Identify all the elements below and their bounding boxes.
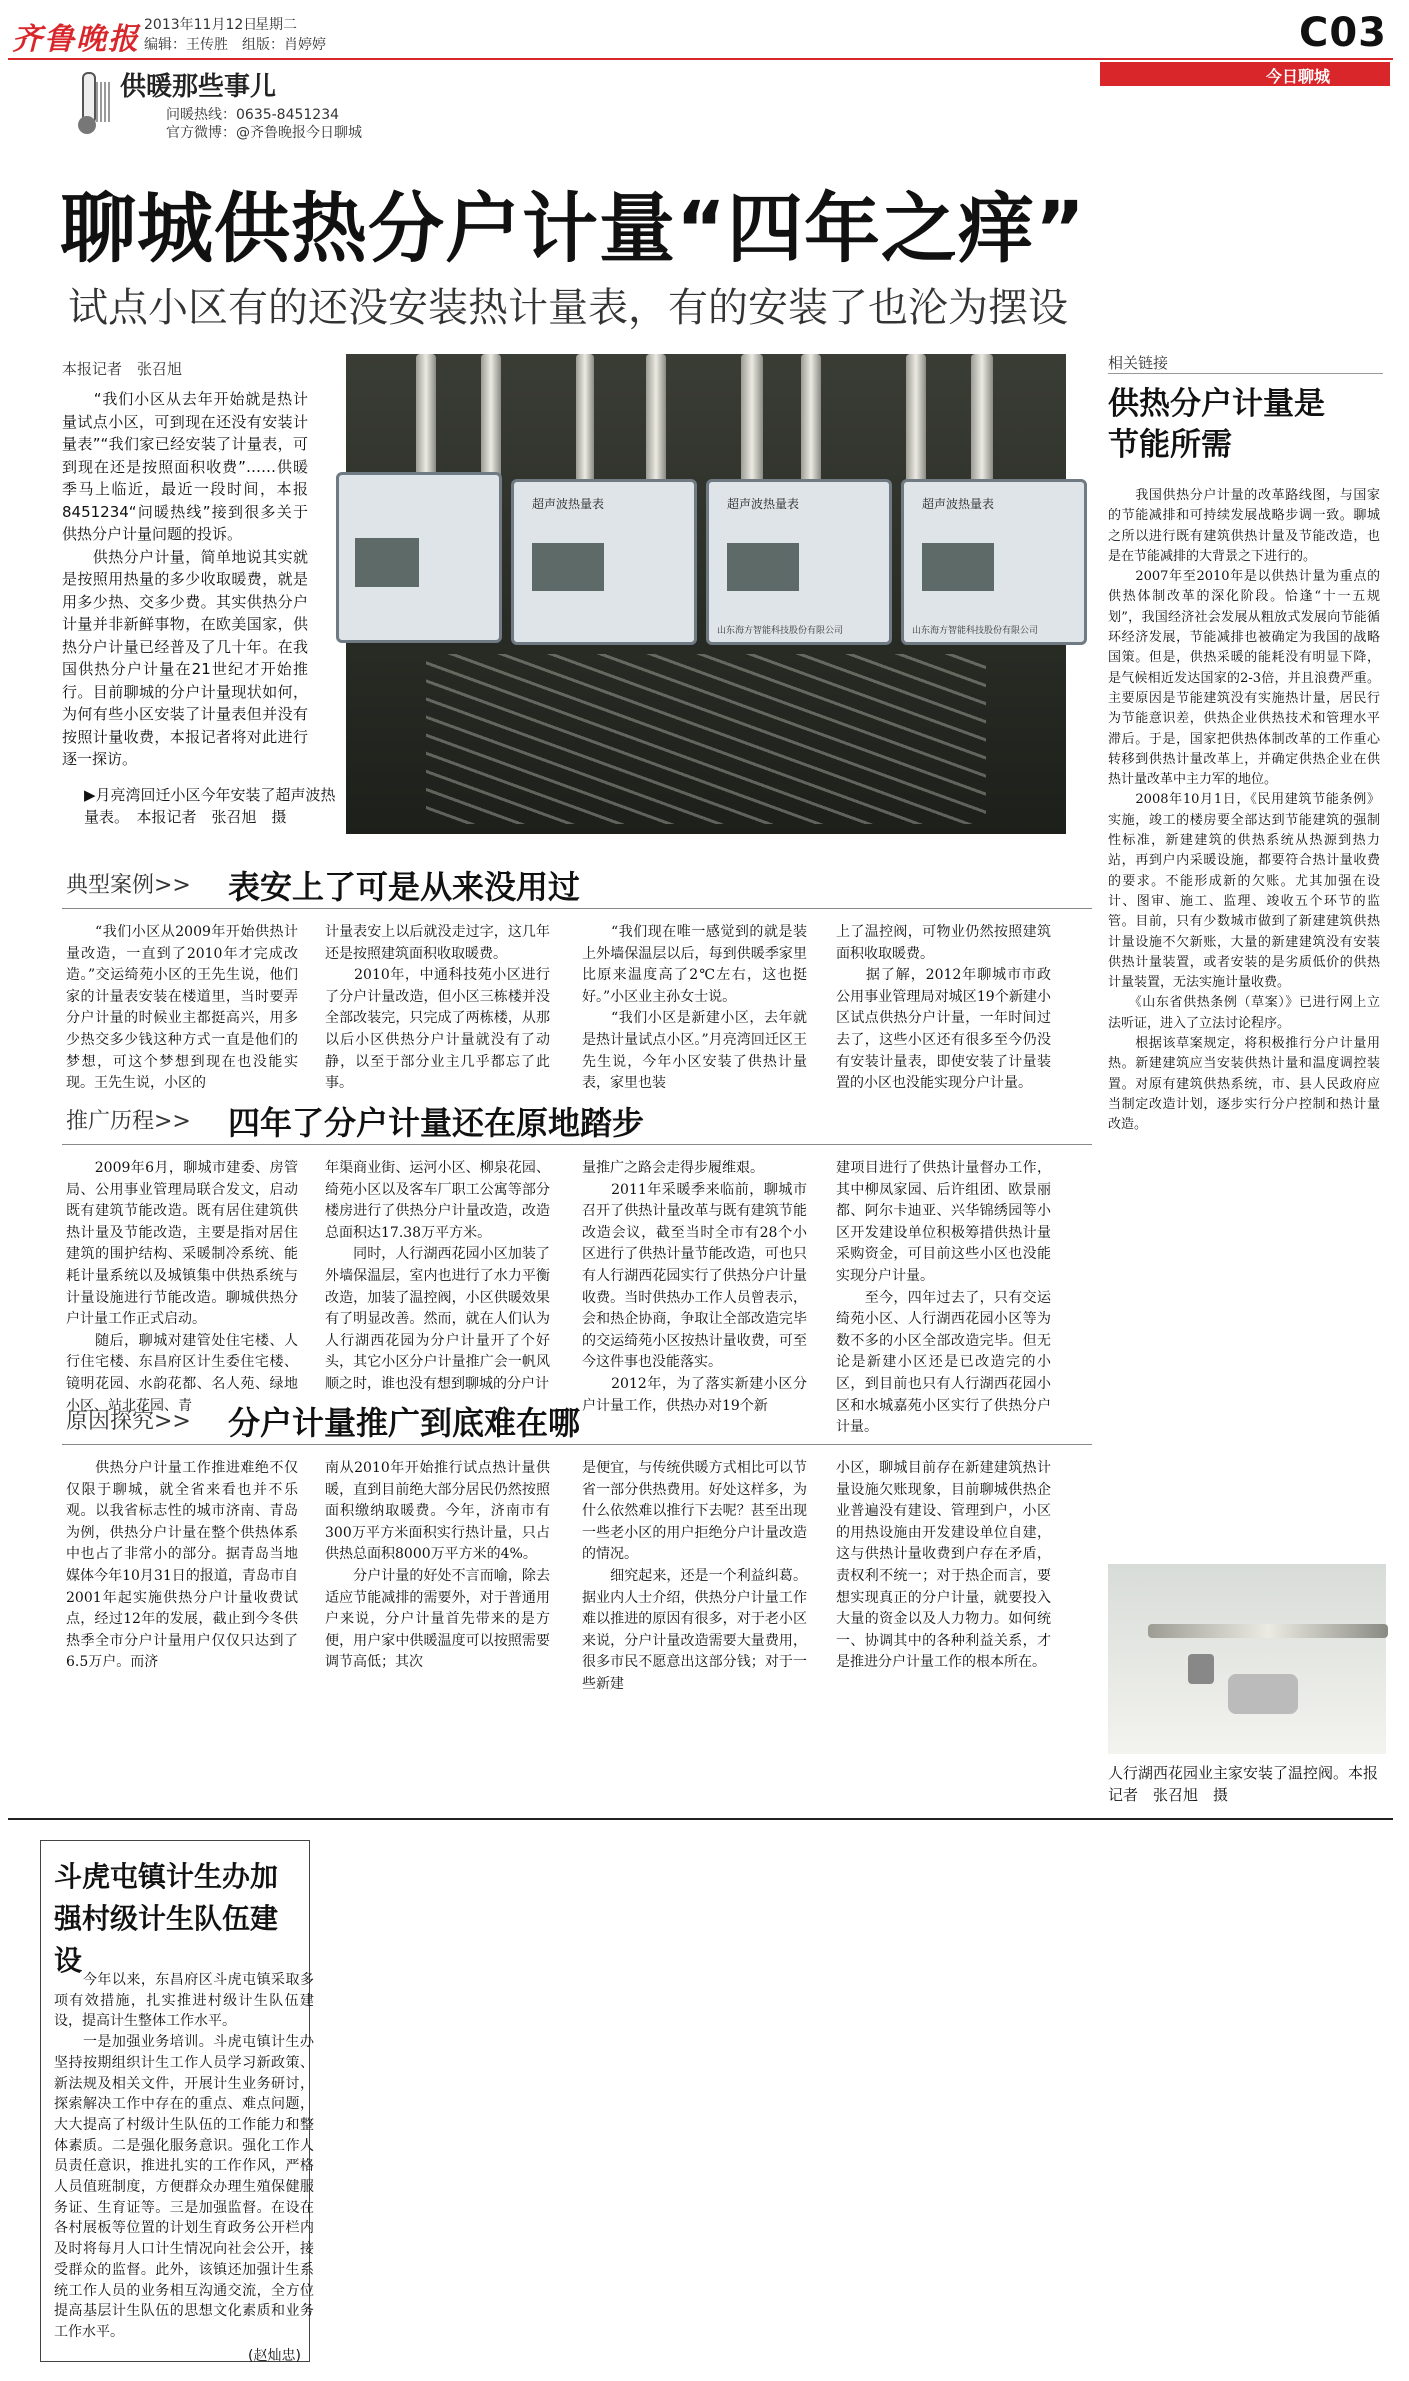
section-label: 推广历程>>	[66, 1109, 191, 1134]
section-column: 年渠商业街、运河小区、柳泉花园、绮苑小区以及客车厂职工公寓等部分楼房进行了供热分户计量改造，改造总面积达17.38万平方米。 同时，人行湖西花园小区加装了外墙保温层，室内也进行了水力平衡改造，加装了温控阀，小区供暖效果有了明显改善。然而，就在人们认为人行湖西花园为分户计量开了个好头，其它小区分户计量推广会一帆风顺之时，谁也没有想到聊城的分户计	[325, 1160, 550, 1392]
section-column: 计量表安上以后就没走过字，这几年还是按照建筑面积收取暖费。 2010年，中通科技苑小区进行了分户计量改造，但小区三栋楼并没全部改装完，只完成了两栋楼，从那以后小区供热分户计量就没有了动静，以至于部分业主几乎都忘了此事。	[325, 924, 550, 1092]
column-hotline: 问暖热线：0635-8451234	[166, 107, 340, 123]
section-rule	[62, 1144, 1092, 1145]
section-title: 四年了分户计量还在原地踏步	[228, 1104, 645, 1142]
masthead-rule	[8, 58, 1393, 60]
sidebar-text: 我国供热分户计量的改革路线图，与国家的节能减排和可持续发展战略步调一致。聊城之所以进行既有建筑供热计量及节能改造，也是在节能减排的大背景之下进行的。 2007年至2010年是以供热计量为重点的供热体制改革的深化阶段。恰逢“十一五规划”，我国经济社会发展从粗放式发展向节能循环经济发展，节能减排也被确定为我国的战略国策。但是，供热采暖的能耗没有明显下降，是气候相近发达国家的2-3倍，并且浪费严重。主要原因是节能建筑没有实施热计量，居民行为节能意识差，供热企业供热技术和管理水平滞后。于是，国家把供热体制改革的工作重心转移到供热计量改革上，并确定供热企业在供热计量改革中主力军的地位。 2008年10月1日，《民用建筑节能条例》实施，竣工的楼房要全部达到节能建筑的强制性标准，新建建筑的供热系统从热源到热力站，再到户内采暖设施，都要符合热计量收费的要求。不能形成新的欠账。尤其加强在设计、图审、施工、监理、竣收五个环节的监管。目前，只有少数城市做到了新建建筑供热计量设施不欠新账，大量的新建建筑没有安装供热计量装置，或者安装的是劣质低价的供热计量装置，无法实施计量收费。 《山东省供热条例（草案）》已进行网上立法听证，进入了立法讨论程序。 根据该草案规定，将积极推行分户计量用热。新建建筑应当安装供热计量和温度调控装置。对原有建筑供热系统，市、县人民政府应当制定改造计划，逐步实行分户控制和热计量改造。	[1108, 488, 1380, 1133]
section-banner-text: 今日聊城	[1265, 67, 1330, 86]
sidebar-photo	[1108, 1564, 1386, 1754]
section-column: 是便宜，与传统供暖方式相比可以节省一部分供热费用。好处这样多，为什么依然难以推行下去呢？甚至出现一些老小区的用户拒绝分户计量改造的情况。 细究起来，还是一个利益纠葛。据业内人士介绍，供热分户计量工作难以推进的原因有很多，对于老小区来说，分户计量改造需要大量费用，很多市民不愿意出这部分钱；对于一些新建	[582, 1460, 807, 1692]
second-article-title: 斗虎屯镇计生办加强村级计生队伍建设	[54, 1860, 279, 1977]
section-banner	[1100, 62, 1390, 86]
section-column: 供热分户计量工作推进难绝不仅仅限于聊城，就全省来看也并不乐观。以我省标志性的城市济南、青岛为例，供热分户计量在整个供热体系中也占了非常小的部分。据青岛当地媒体今年10月31日的报道，青岛市自2001年起实施供热分户计量收费试点，经过12年的发展，截止到今冬供热季全市分户计量用户仅仅只达到了6.5万户。而济	[66, 1460, 298, 1671]
heat-meter	[336, 472, 502, 643]
section-rule	[62, 1444, 1092, 1445]
sidebar-photo-caption: 人行湖西花园业主家安装了温控阀。本报记者 张召旭 摄	[1108, 1764, 1379, 1804]
intro-text: “我们小区从去年开始就是热计量试点小区，可到现在还没有安装计量表”“我们家已经安装了计量表，可到现在还是按照面积收费”……供暖季马上临近，最近一段时间，本报8451234“问暖热线”接到很多关于供热分户计量问题的投诉。 供热分户计量，简单地说其实就是按照用热量的多少收取暖费，就是用多少热、交多少费。其实供热分户计量并非新鲜事物，在欧美国家，供热分户计量已经普及了几十年。在我国供热分户计量在21世纪才开始推行。目前聊城的分户计量现状如何，为何有些小区安装了计量表但并没有按照计量收费，本报记者将对此进行逐一探访。	[62, 390, 308, 768]
section-label: 原因探究>>	[66, 1409, 191, 1434]
section-title: 表安上了可是从来没用过	[228, 868, 581, 906]
section-column: 小区，聊城目前存在新建建筑热计量设施欠账现象，目前聊城供热企业普遍没有建设、管理到户，小区的用热设施由开发建设单位自建，这与供热计量收费到户存在矛盾，责权利不统一；对于热企而言，要想实现真正的分户计量，就要投入大量的资金以及人力物力。如何统一、协调其中的各种利益关系，才是推进分户计量工作的根本所在。	[836, 1460, 1051, 1671]
issue-date: 2013年11月12日	[144, 17, 258, 33]
thermometer-icon	[66, 72, 110, 134]
column-title: 供暖那些事儿	[120, 72, 277, 102]
section-title: 分户计量推广到底难在哪	[228, 1404, 581, 1442]
section-column: 量推广之路会走得步履维艰。 2011年采暖季来临前，聊城市召开了供热计量改革与既有建筑节能改造会议，截至当时全市有28个小区进行了供热计量节能改造，可也只有人行湖西花园实行了供热分户计量收费。当时供热办工作人员曾表示，会和热企协商，争取让全部改造完毕的交运绮苑小区按热计量收费，可至今这件事也没能落实。 2012年，为了落实新建小区分户计量工作，供热办对19个新	[582, 1160, 807, 1414]
section-rule	[62, 908, 1092, 909]
second-article-author: (赵灿忠)	[248, 2348, 301, 2364]
main-photo	[346, 354, 1066, 834]
heat-meter: 超声波热量表 山东海方智能科技股份有限公司	[706, 479, 892, 645]
main-photo-caption: ▶月亮湾回迁小区今年安装了超声波热量表。 本报记者 张召旭 摄	[84, 784, 344, 828]
section-column: “我们小区从2009年开始供热计量改造，一直到了2010年才完成改造。”交运绮苑小区的王先生说，他们家的计量表安装在楼道里，当时要弄分户计量的时候业主都挺高兴，用多少热交多少钱这种方式一直是他们的梦想，可这个梦想到现在也没能实现。王先生说，小区的	[66, 924, 298, 1092]
section-column: “我们现在唯一感觉到的就是装上外墙保温层以后，每到供暖季家里比原来温度高了2℃左右，这也挺好。”小区业主孙女士说。 “我们小区是新建小区，去年就是热计量试点小区。”月亮湾回迁区王先生说，今年小区安装了供热计量表，家里也装	[582, 924, 807, 1092]
byline: 本报记者 张召旭	[62, 360, 183, 378]
section-column: 建项目进行了供热计量督办工作，其中柳凤家园、后许组团、欧景丽都、阿尔卡迪亚、兴华锦绣园等小区开发建设单位积极筹措供热计量采购资金，可目前这些小区也没能实现分户计量。 至今，四年过去了，只有交运绮苑小区、人行湖西花园小区等为数不多的小区全部改造完毕。但无论是新建小区还是已改造完的小区，到目前也只有人行湖西花园小区和水城嘉苑小区实行了供热分户计量。	[836, 1160, 1051, 1436]
issue-weekday: 星期二	[255, 17, 297, 33]
headline-sub: 试点小区有的还没安装热计量表，有的安装了也沦为摆设	[68, 285, 1068, 331]
section-label: 典型案例>>	[66, 873, 191, 898]
heat-meter: 超声波热量表 山东海方智能科技股份有限公司	[901, 479, 1087, 645]
section-column: 南从2010年开始推行试点热计量供暖，直到目前绝大部分居民仍然按照面积缴纳取暖费。今年，济南市有300万平方米面积实行热计量，只占供热总面积8000万平方米的4%。 分户计量的好处不言而喻，除去适应节能减排的需要外，对于普通用户来说，分户计量首先带来的是方便，用户家中供暖温度可以按照需要调节高低；其次	[325, 1460, 550, 1671]
column-weibo: 官方微博：@齐鲁晚报今日聊城	[166, 125, 362, 141]
sidebar-title: 供热分户计量是节能所需	[1108, 386, 1325, 463]
sidebar-tag: 相关链接	[1108, 352, 1383, 374]
section-column: 上了温控阀，可物业仍然按照建筑面积收取暖费。 据了解，2012年聊城市市政公用事业管理局对城区19个新建小区试点供热分户计量，一年时间过去了，这些小区还有很多至今仍没有安装计量表，即使安装了计量装置的小区也没能实现分户计量。	[836, 924, 1051, 1092]
editor-credits: 编辑：王传胜 组版：肖婷婷	[144, 37, 326, 53]
headline-main: 聊城供热分户计量“四年之痒”	[60, 184, 1086, 273]
paper-logo: 齐鲁晚报	[12, 22, 140, 57]
heat-meter: 超声波热量表	[511, 479, 697, 645]
page-number: C03	[1298, 10, 1387, 56]
section-column: 2009年6月，聊城市建委、房管局、公用事业管理局联合发文，启动既有建筑节能改造。既有居住建筑供热计量及节能改造，主要是指对居住建筑的围护结构、采暖制冷系统、能耗计量系统以及城镇集中供热系统与计量设施进行节能改造。聊城供热分户计量工作正式启动。 随后，聊城对建管处住宅楼、人行住宅楼、东昌府区计生委住宅楼、镜明花园、水韵花都、名人苑、绿地小区、站北花园、青	[66, 1160, 298, 1414]
column-box	[66, 66, 406, 144]
second-article-text: 今年以来，东昌府区斗虎屯镇采取多项有效措施，扎实推进村级计生队伍建设，提高计生整体工作水平。 一是加强业务培训。斗虎屯镇计生办坚持按期组织计生工作人员学习新政策、新法规及相关文件，开展计生业务研讨，探索解决工作中存在的重点、难点问题，大大提高了村级计生队伍的工作能力和整体素质。二是强化服务意识。强化工作人员责任意识，推进扎实的工作作风，严格人员值班制度，方便群众办理生殖保健服务证、生育证等。三是加强监督。在设在各村展板等位置的计划生育政务公开栏内及时将每月人口计生情况向社会公开，接受群众的监督。此外，该镇还加强计生系统工作人员的业务相互沟通交流，全方位提高基层计生队伍的思想文化素质和业务工作水平。	[54, 1972, 314, 2340]
article-divider	[8, 1818, 1393, 1820]
